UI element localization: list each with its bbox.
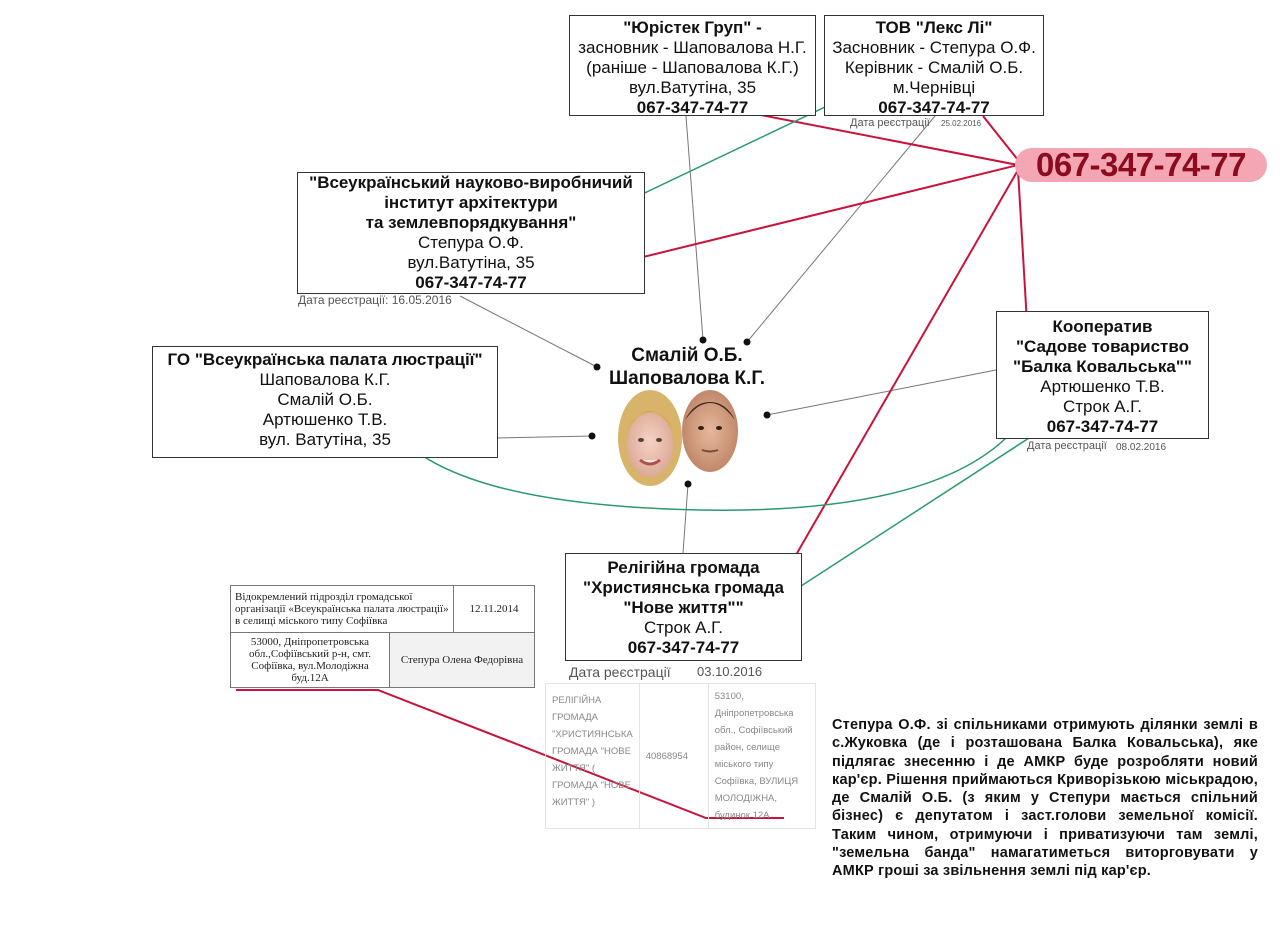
- doc1-org-cell: Відокремлений підрозділ громадської організації «Всеукраїнська палата люстрації» в селищі міського типу Софіївка: [231, 586, 454, 633]
- yuristek-line1: засновник - Шаповалова Н.Г.: [578, 38, 807, 57]
- center-name2: Шаповалова К.Г.: [609, 368, 765, 389]
- explanation-paragraph: Степура О.Ф. зі спільниками отримують ділянки землі в с.Жуковка (де і розташована Балка Ковальська), яке підлягає знесенню і де АМКР буде розробляти новий кар'єр. Рішення приймаються Криворізькою міськрадою, де Смалій О.Б. (з яким у Степури мається спільний бізнес) є депутатом і заст.голови земельної комісії. Таким чином, отримуючи і приватизуючи там землі, "земельна банда" намагатиметься виторговувати у АМКР гроші за звільнення землі під кар'єр.: [832, 717, 1258, 880]
- center-name1: Смалій О.Б.: [631, 345, 743, 366]
- coop-line2: Строк А.Г.: [1062, 397, 1143, 416]
- lexli-reg-date: 25.02.2016: [941, 119, 982, 128]
- registry-excerpt-religious: [545, 683, 816, 829]
- yuristek-phone: 067-347-74-77: [636, 98, 749, 117]
- registry-table-go: [230, 585, 535, 688]
- registry-table-religious: [545, 683, 816, 829]
- religious-line1: Строк А.Г.: [643, 618, 724, 637]
- doc1-head-cell: Степура Олена Федорівна: [390, 633, 535, 688]
- go-title: ГО "Всеукраїнська палата люстрації": [167, 350, 483, 369]
- registry-excerpt-go: [230, 585, 535, 688]
- doc1-date-cell: 12.11.2014: [454, 586, 535, 633]
- religious-reg-date: 03.10.2016: [697, 664, 763, 679]
- coop-line1: Артюшенко Т.В.: [1040, 377, 1165, 396]
- go-line1: Шаповалова К.Г.: [259, 370, 391, 389]
- doc2-code-cell: 40868954: [639, 684, 708, 829]
- go-line3: Артюшенко Т.В.: [262, 410, 388, 429]
- coop-reg-label: Дата реєстрації: [1027, 440, 1107, 452]
- coop-reg-date: 08.02.2016: [1116, 442, 1167, 453]
- institute-title1: "Всеукраїнський науково-виробничий: [309, 173, 633, 192]
- institute-title3: та землевпорядкування": [365, 213, 577, 232]
- man-photo: [682, 390, 738, 472]
- religious-reg-label: Дата реєстрації: [569, 664, 671, 680]
- box-yuristek: [569, 15, 816, 116]
- coop-title1: Кооператив: [1052, 317, 1153, 336]
- religious-phone: 067-347-74-77: [627, 638, 740, 657]
- religious-title1: Релігійна громада: [607, 558, 760, 577]
- doc2-address-cell: 53100, Дніпропетровська обл., Софіївський район, селище міського типу Софіївка, ВУЛИЦЯ МОЛОДІЖНА, будинок 12А: [708, 684, 815, 829]
- lexli-line1: Засновник - Степура О.Ф.: [832, 38, 1036, 57]
- coop-title2: "Садове товариство: [1016, 337, 1189, 356]
- link-lexli-center: [747, 116, 935, 342]
- center-names: [587, 344, 787, 390]
- lexli-reg-label: Дата реєстрації: [850, 117, 930, 129]
- lexli-line2: Керівник - Смалій О.Б.: [844, 58, 1024, 77]
- lexli-line3: м.Чернівці: [892, 78, 976, 97]
- lexli-title: ТОВ "Лекс Лі": [875, 18, 993, 37]
- dot-bottom: [685, 481, 692, 488]
- go-line4: вул. Ватутіна, 35: [259, 430, 391, 449]
- box-coop: [996, 311, 1209, 439]
- box-institute: [297, 172, 645, 294]
- big-phone-number: 067-347-74-77: [1015, 148, 1267, 182]
- dot-left: [589, 433, 596, 440]
- yuristek-line2: (раніше - Шаповалова К.Г.): [586, 58, 799, 77]
- woman-photo: [618, 390, 682, 486]
- coop-title3: "Балка Ковальська"": [1013, 357, 1192, 376]
- doc1-address-cell: 53000, Дніпропетровська обл.,Софіївський р-н, смт. Софіївка, вул.Молодіжна буд.12А: [231, 633, 390, 688]
- institute-reg: Дата реєстрації: 16.05.2016: [298, 293, 452, 307]
- religious-title2: "Християнська громада: [583, 578, 784, 597]
- red-lexli: [983, 116, 1018, 160]
- box-lexli: [824, 15, 1044, 116]
- doc2-name-cell: РЕЛІГІЙНА ГРОМАДА "ХРИСТИЯНСЬКА ГРОМАДА "НОВЕ ЖИТТЯ" ( ГРОМАДА "НОВЕ ЖИТТЯ" ): [546, 684, 640, 829]
- yuristek-title: "Юрістек Груп" -: [623, 18, 762, 37]
- link-go-center: [497, 436, 592, 438]
- yuristek-line3: вул.Ватутіна, 35: [628, 78, 757, 97]
- dot-top: [700, 337, 707, 344]
- dot-right: [764, 412, 771, 419]
- lexli-phone: 067-347-74-77: [878, 98, 990, 117]
- institute-phone: 067-347-74-77: [415, 273, 527, 292]
- box-go: [152, 346, 498, 458]
- go-line2: Смалій О.Б.: [277, 390, 373, 409]
- institute-line1: Степура О.Ф.: [417, 233, 525, 252]
- box-religious: [565, 553, 802, 661]
- coop-phone: 067-347-74-77: [1046, 417, 1159, 436]
- link-yuristek-center: [686, 116, 703, 340]
- religious-title3: "Нове життя"": [623, 598, 744, 617]
- institute-title2: інститут архітектури: [384, 193, 558, 212]
- link-religious-center: [683, 484, 688, 553]
- institute-line2: вул.Ватутіна, 35: [407, 253, 535, 272]
